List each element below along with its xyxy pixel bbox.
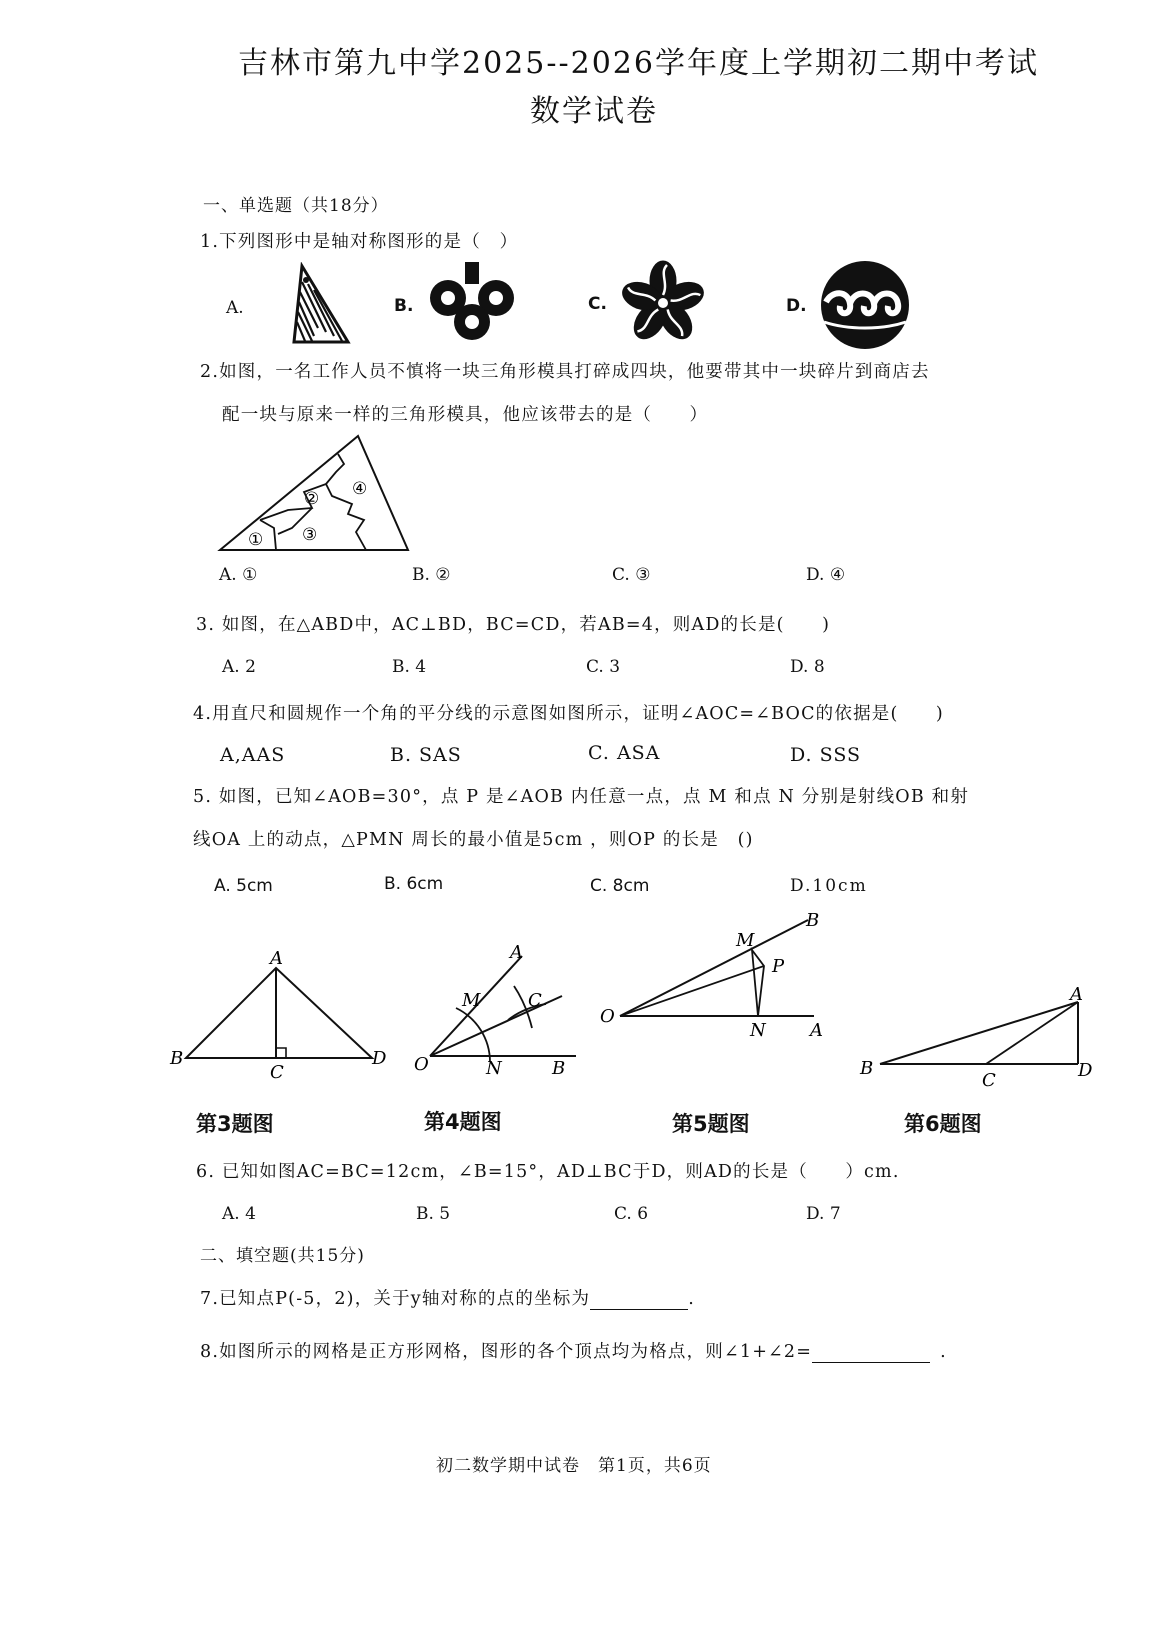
fig4-label-n: N	[486, 1058, 502, 1079]
fig4-label-c: C	[528, 990, 542, 1011]
q4-option-a: A,AAS	[220, 744, 286, 766]
question-7	[200, 1285, 695, 1310]
figure-4-angle-bisector	[410, 942, 582, 1080]
q1-option-d-label: D.	[786, 296, 807, 316]
exam-title: 吉林市第九中学2025--2026学年度上学期初二期中考试	[238, 46, 1039, 81]
q2-piece-2-label: ②	[304, 489, 320, 509]
fig5-label-n: N	[750, 1020, 766, 1041]
fig6-label-c: C	[982, 1070, 996, 1091]
fig5-label-m: M	[736, 930, 755, 951]
fig6-label-a: A	[1070, 984, 1083, 1005]
q5-option-d: D.10cm	[790, 876, 868, 896]
fig6-label-b: B	[860, 1058, 874, 1079]
q2-broken-triangle-figure	[216, 432, 416, 556]
q5-option-a: A. 5cm	[214, 876, 273, 896]
q1-figure-c-flower	[620, 260, 706, 346]
fig5-label-p: P	[772, 956, 785, 977]
question-4-stem: 4.用直尺和圆规作一个角的平分线的示意图如图所示，证明∠AOC=∠BOC的依据是( )	[193, 704, 944, 724]
question-3-stem: 3. 如图，在△ABD中，AC⊥BD，BC=CD，若AB=4，则AD的长是( )	[196, 615, 831, 635]
question-5-stem-line1: 5. 如图，已知∠AOB=30°，点 P 是∠AOB 内任意一点，点 M 和点 N 分别是射线OB 和射	[193, 787, 970, 807]
question-1-stem: 1.下列图形中是轴对称图形的是（ ）	[200, 232, 519, 252]
q1-option-c-label: C.	[588, 294, 607, 314]
figure-6-caption: 第6题图	[904, 1112, 982, 1136]
q5-option-c: C. 8cm	[590, 876, 650, 896]
q3-option-a: A. 2	[222, 657, 256, 677]
figure-3-triangle-abd	[166, 946, 392, 1082]
figure-5-caption: 第5题图	[672, 1112, 750, 1136]
fig5-label-a: A	[810, 1020, 823, 1041]
q2-piece-4-label: ④	[352, 479, 368, 499]
fig3-label-d: D	[372, 1048, 387, 1069]
q2-option-b: B. ②	[412, 565, 451, 585]
q2-option-d: D. ④	[806, 565, 846, 585]
q6-option-c: C. 6	[614, 1204, 649, 1224]
question-5-stem-line2: 线OA 上的动点，△PMN 周长的最小值是5cm ，则OP 的长是 ()	[193, 830, 754, 850]
fig4-label-m: M	[462, 990, 481, 1011]
q5-option-b: B. 6cm	[384, 874, 444, 894]
q3-option-b: B. 4	[392, 657, 427, 677]
q2-option-a: A. ①	[219, 565, 258, 585]
q1-figure-a-striped-triangle	[288, 262, 352, 346]
figure-5-angle-pmn	[598, 906, 828, 1042]
section-heading-single-choice: 一、单选题（共18分）	[203, 196, 389, 216]
fig3-label-a: A	[270, 948, 283, 969]
question-8-stem: 8.如图所示的网格是正方形网格，图形的各个顶点均为格点，则∠1+∠2=	[200, 1342, 813, 1362]
q1-option-a-label: A.	[226, 298, 244, 318]
figure-6-triangle	[856, 982, 1096, 1092]
question-6-stem: 6. 已知如图AC=BC=12cm，∠B=15°，AD⊥BC于D，则AD的长是（ ）cm.	[196, 1162, 900, 1182]
fig4-label-o: O	[414, 1054, 429, 1075]
fig3-label-c: C	[270, 1062, 284, 1082]
q2-option-c: C. ③	[612, 565, 651, 585]
figure-3-caption: 第3题图	[196, 1112, 274, 1136]
q4-option-d: D. SSS	[790, 744, 862, 766]
exam-subtitle: 数学试卷	[530, 94, 658, 129]
section-heading-fill-blank: 二、填空题(共15分)	[200, 1246, 365, 1266]
q3-option-d: D. 8	[790, 657, 825, 677]
q6-option-a: A. 4	[222, 1204, 256, 1224]
question-2-stem-line2: 配一块与原来一样的三角形模具，他应该带去的是（ ）	[222, 405, 709, 425]
question-8	[200, 1338, 947, 1363]
question-7-stem: 7.已知点P(-5，2)，关于y轴对称的点的坐标为	[200, 1289, 591, 1309]
figure-4-caption: 第4题图	[424, 1110, 502, 1134]
q1-figure-b-rings	[424, 262, 520, 344]
q2-piece-1-label: ①	[248, 530, 264, 550]
fig5-label-o: O	[600, 1006, 615, 1027]
q8-answer-blank[interactable]	[812, 1342, 930, 1363]
fig5-label-b: B	[806, 910, 820, 931]
fig4-label-a: A	[510, 942, 523, 963]
q3-option-c: C. 3	[586, 657, 621, 677]
q4-option-b: B. SAS	[390, 744, 462, 766]
q1-option-b-label: B.	[394, 296, 414, 316]
page-footer: 初二数学期中试卷 第1页，共6页	[436, 1456, 712, 1476]
q6-option-b: B. 5	[416, 1204, 451, 1224]
q7-answer-blank[interactable]	[590, 1289, 688, 1310]
q4-option-c: C. ASA	[588, 742, 661, 764]
fig4-label-b: B	[552, 1058, 566, 1079]
question-8-end: .	[940, 1342, 947, 1362]
question-7-end: .	[688, 1289, 695, 1309]
q1-figure-d-wave-circle	[818, 260, 912, 350]
q2-piece-3-label: ③	[302, 525, 318, 545]
fig3-label-b: B	[170, 1048, 184, 1069]
q6-option-d: D. 7	[806, 1204, 841, 1224]
question-2-stem-line1: 2.如图，一名工作人员不慎将一块三角形模具打碎成四块，他要带其中一块碎片到商店去	[200, 362, 930, 382]
fig6-label-d: D	[1078, 1060, 1093, 1081]
